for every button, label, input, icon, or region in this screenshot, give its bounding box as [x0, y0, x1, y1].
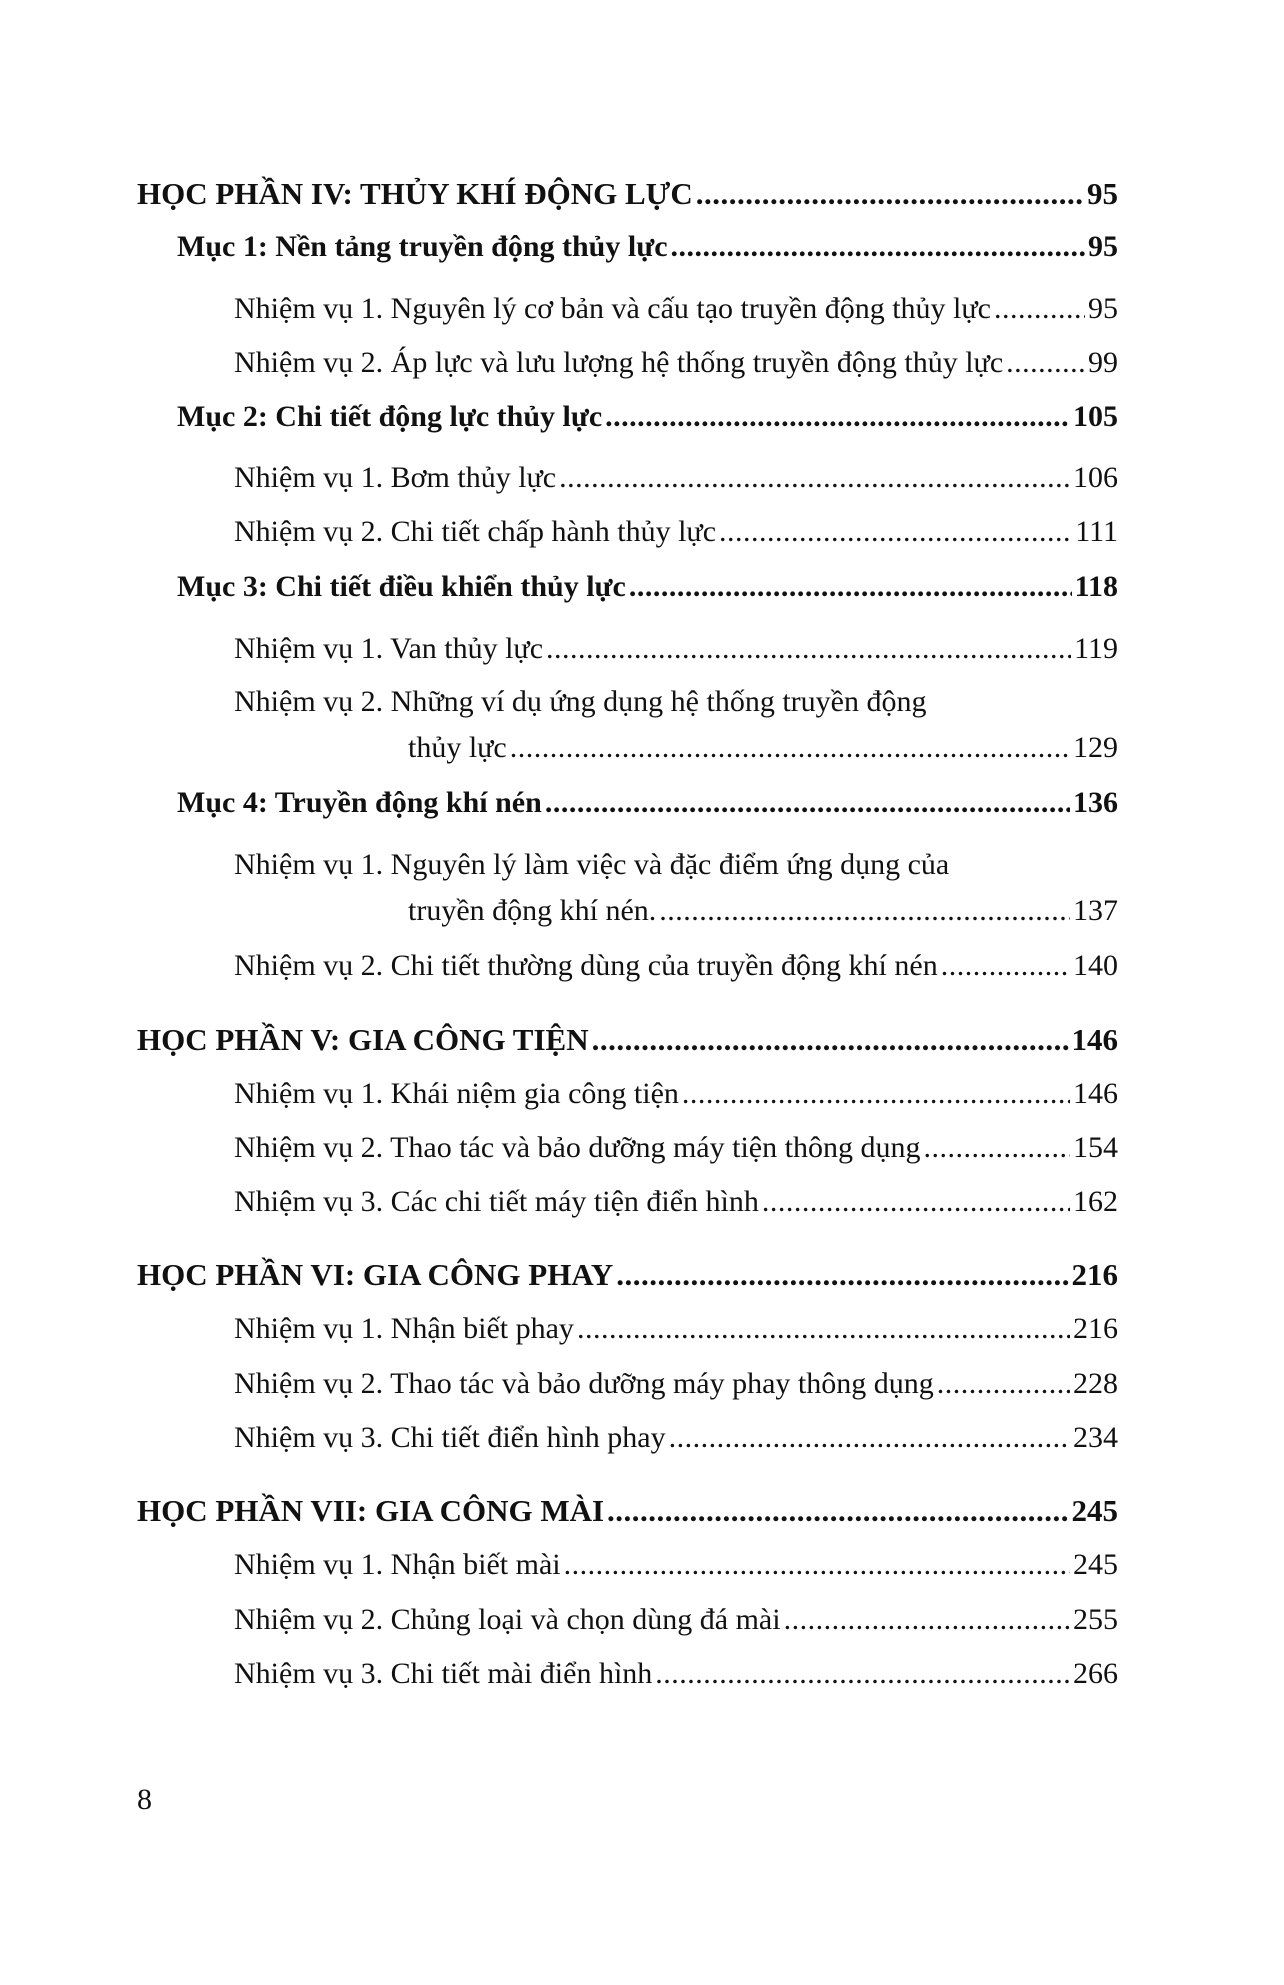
- toc-entry-title: HỌC PHẦN VII: GIA CÔNG MÀI: [137, 1493, 605, 1528]
- dot-leader: [577, 1309, 1070, 1349]
- dot-leader: [669, 1418, 1070, 1458]
- toc-entry-page: 245: [1073, 1548, 1118, 1581]
- toc-entry-page: 216: [1071, 1257, 1118, 1292]
- toc-entry-title: Nhiệm vụ 3. Các chi tiết máy tiện điển hình: [234, 1185, 759, 1218]
- toc-section-4[interactable]: [177, 783, 1118, 823]
- toc-entry-title: Nhiệm vụ 2. Chi tiết chấp hành thủy lực: [234, 515, 717, 548]
- toc-entry-page: 216: [1073, 1312, 1118, 1345]
- toc-entry-title: Nhiệm vụ 1. Nhận biết mài: [234, 1548, 561, 1581]
- dot-leader: [923, 1128, 1070, 1168]
- dot-leader: [696, 174, 1084, 214]
- toc-entry-page: 162: [1073, 1185, 1118, 1218]
- dot-leader: [546, 629, 1071, 669]
- toc-task-continuation[interactable]: [408, 891, 1118, 931]
- toc-entry-title: Nhiệm vụ 1. Nhận biết phay: [234, 1312, 574, 1345]
- toc-section-3[interactable]: [177, 567, 1118, 607]
- dot-leader: [655, 1654, 1070, 1694]
- toc-entry-page: 234: [1073, 1421, 1118, 1454]
- toc-entry-page: 245: [1071, 1493, 1118, 1528]
- dot-leader: [592, 1020, 1069, 1060]
- toc-entry-page: 95: [1088, 292, 1118, 325]
- toc-task-title-line[interactable]: Nhiệm vụ 1. Nguyên lý làm việc và đặc điểm ứng dụng của: [234, 848, 950, 881]
- toc-entry-page: 119: [1074, 632, 1118, 665]
- toc-entry-page: 146: [1071, 1022, 1118, 1057]
- dot-leader: [605, 397, 1070, 437]
- toc-entry-page: 140: [1073, 949, 1118, 982]
- toc-entry-page: 154: [1073, 1131, 1118, 1164]
- toc-entry-page: 228: [1073, 1367, 1118, 1400]
- toc-entry-title: Nhiệm vụ 2. Thao tác và bảo dưỡng máy tiện thông dụng: [234, 1131, 921, 1164]
- dot-leader: [510, 728, 1070, 768]
- dot-leader: [659, 891, 1070, 931]
- toc-entry-page: 136: [1073, 786, 1118, 819]
- toc-task[interactable]: [234, 458, 1118, 498]
- toc-task[interactable]: [234, 629, 1118, 669]
- toc-entry-title: Nhiệm vụ 2. Chủng loại và chọn dùng đá mài: [234, 1603, 781, 1636]
- dot-leader: [784, 1600, 1070, 1640]
- toc-entry-title: HỌC PHẦN V: GIA CÔNG TIỆN: [137, 1022, 589, 1057]
- toc-entry-page: 118: [1074, 570, 1118, 603]
- toc-entry-title: Nhiệm vụ 3. Chi tiết mài điển hình: [234, 1657, 653, 1690]
- toc-task[interactable]: [234, 1600, 1118, 1640]
- toc-part-4[interactable]: [137, 174, 1118, 214]
- toc-entry-page: 95: [1088, 230, 1118, 263]
- dot-leader: [559, 458, 1070, 498]
- toc-task-title-line[interactable]: Nhiệm vụ 2. Những ví dụ ứng dụng hệ thống truyền động: [234, 685, 927, 718]
- toc-task[interactable]: [234, 1654, 1118, 1694]
- toc-entry-page: 255: [1073, 1603, 1118, 1636]
- toc-task[interactable]: [234, 1364, 1118, 1404]
- dot-leader: [671, 227, 1085, 267]
- page-number: 8: [137, 1783, 152, 1816]
- toc-entry-title: HỌC PHẦN IV: THỦY KHÍ ĐỘNG LỰC: [137, 176, 693, 211]
- toc-entry-title: Mục 3: Chi tiết điều khiển thủy lực: [177, 570, 626, 603]
- toc-entry-page: 129: [1073, 731, 1118, 764]
- dot-leader: [762, 1182, 1070, 1222]
- dot-leader: [994, 289, 1085, 329]
- toc-task[interactable]: [234, 1545, 1118, 1585]
- toc-section-2[interactable]: [177, 397, 1118, 437]
- toc-entry-title: Nhiệm vụ 2. Thao tác và bảo dưỡng máy phay thông dụng: [234, 1367, 934, 1400]
- toc-entry-page: 106: [1073, 461, 1118, 494]
- toc-entry-title: Mục 2: Chi tiết động lực thủy lực: [177, 400, 603, 433]
- dot-leader: [545, 783, 1070, 823]
- toc-task[interactable]: [234, 1182, 1118, 1222]
- dot-leader: [1006, 343, 1085, 383]
- toc-entry-title: Nhiệm vụ 1. Van thủy lực: [234, 632, 544, 665]
- dot-leader: [616, 1255, 1068, 1295]
- toc-task[interactable]: [234, 1309, 1118, 1349]
- toc-entry-page: 111: [1075, 515, 1118, 548]
- toc-entry-title: Nhiệm vụ 1. Bơm thủy lực: [234, 461, 557, 494]
- toc-task[interactable]: [234, 1128, 1118, 1168]
- toc-entry-title: truyền động khí nén.: [408, 894, 657, 927]
- dot-leader: [937, 1364, 1070, 1404]
- toc-entry-page: 266: [1073, 1657, 1118, 1690]
- toc-entry-page: 146: [1073, 1077, 1118, 1110]
- toc-entry-title: Nhiệm vụ 1. Khái niệm gia công tiện: [234, 1077, 679, 1110]
- toc-task[interactable]: [234, 512, 1118, 552]
- dot-leader: [682, 1074, 1070, 1114]
- toc-task-continuation[interactable]: [408, 728, 1118, 768]
- toc-entry-title: Mục 4: Truyền động khí nén: [177, 786, 542, 819]
- toc-task[interactable]: [234, 1418, 1118, 1458]
- toc-entry-title: Mục 1: Nền tảng truyền động thủy lực: [177, 230, 668, 263]
- dot-leader: [941, 946, 1070, 986]
- dot-leader: [607, 1491, 1068, 1531]
- toc-entry-title: thủy lực: [408, 731, 507, 764]
- toc-entry-title: HỌC PHẦN VI: GIA CÔNG PHAY: [137, 1257, 614, 1292]
- toc-task[interactable]: [234, 946, 1118, 986]
- toc-section-1[interactable]: [177, 227, 1118, 267]
- toc-entry-page: 137: [1073, 894, 1118, 927]
- toc-entry-page: 105: [1073, 400, 1118, 433]
- dot-leader: [629, 567, 1072, 607]
- toc-entry-title: Nhiệm vụ 2. Áp lực và lưu lượng hệ thống truyền động thủy lực: [234, 346, 1004, 379]
- toc-task[interactable]: [234, 1074, 1118, 1114]
- toc-part-6[interactable]: [137, 1255, 1118, 1295]
- toc-task[interactable]: [234, 289, 1118, 329]
- dot-leader: [564, 1545, 1070, 1585]
- toc-entry-page: 99: [1088, 346, 1118, 379]
- dot-leader: [719, 512, 1072, 552]
- toc-entry-title: Nhiệm vụ 1. Nguyên lý cơ bản và cấu tạo truyền động thủy lực: [234, 292, 991, 325]
- toc-entry-title: Nhiệm vụ 2. Chi tiết thường dùng của truyền động khí nén: [234, 949, 938, 982]
- toc-part-7[interactable]: [137, 1491, 1118, 1531]
- toc-part-5[interactable]: [137, 1020, 1118, 1060]
- toc-entry-title: Nhiệm vụ 3. Chi tiết điển hình phay: [234, 1421, 666, 1454]
- toc-entry-page: 95: [1087, 176, 1118, 211]
- toc-task[interactable]: [234, 343, 1118, 383]
